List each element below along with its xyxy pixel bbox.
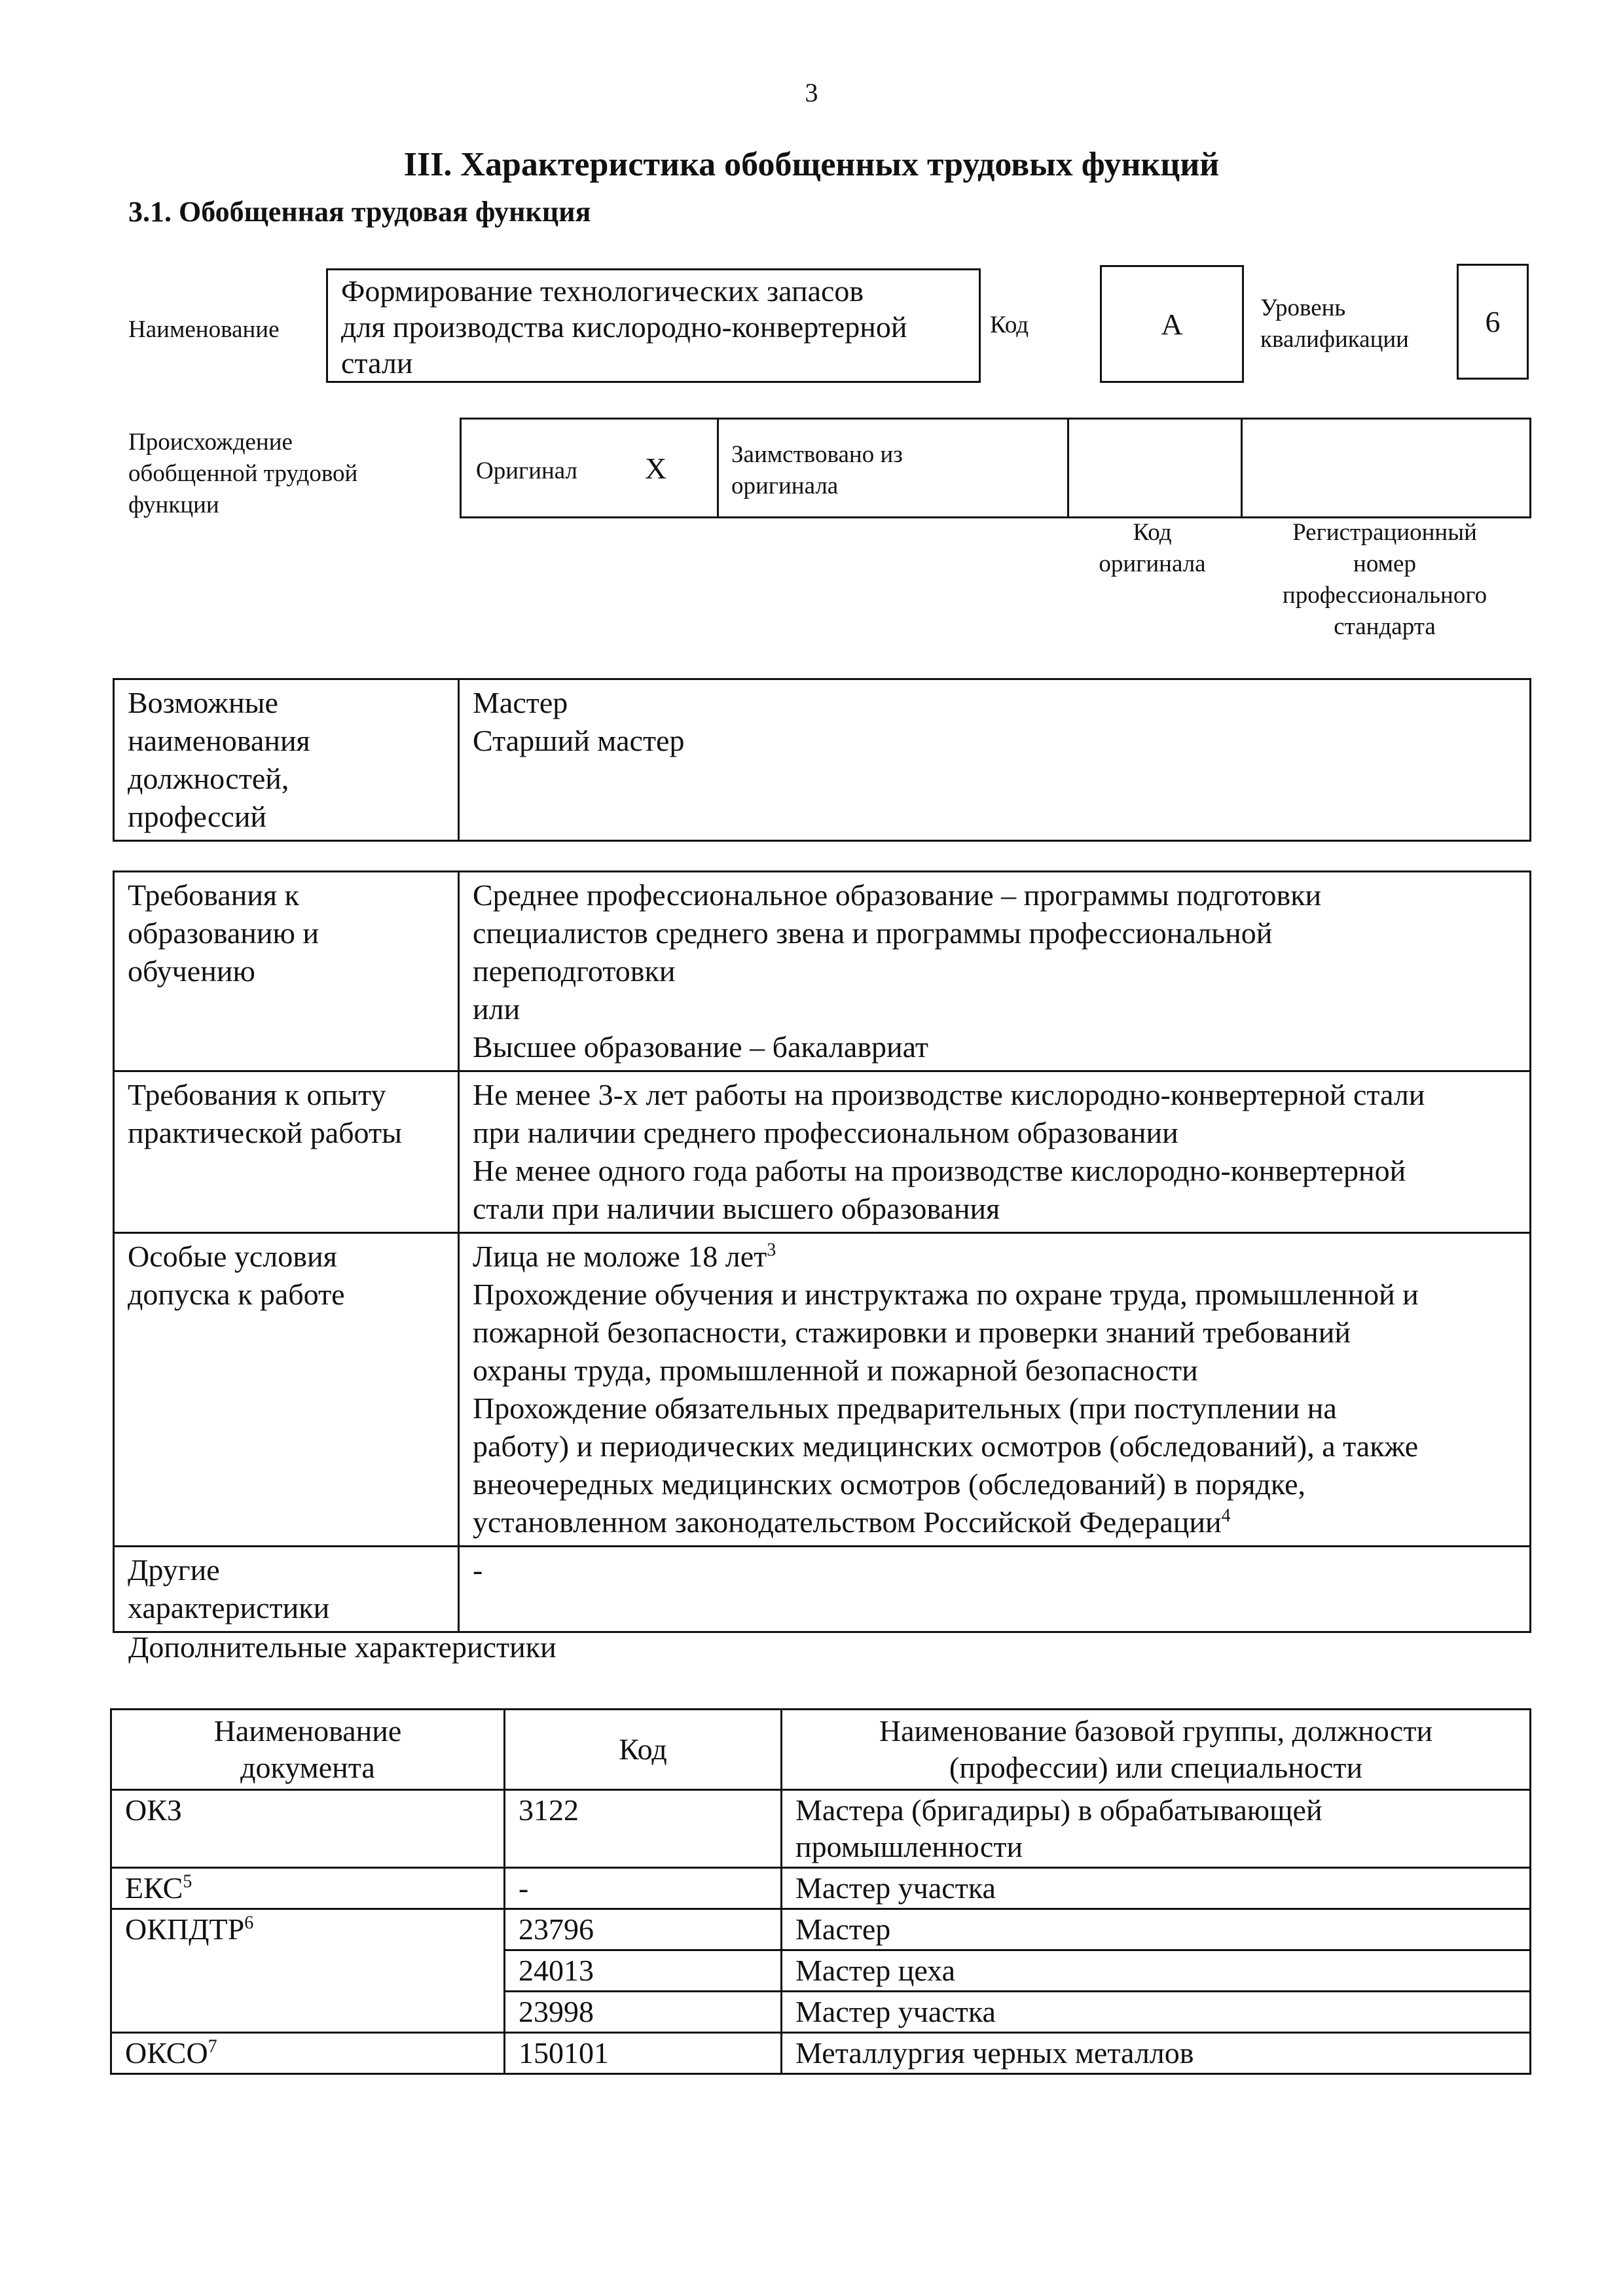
table-row (114, 1233, 1531, 1547)
function-name-line: для производства кислородно-конвертерной (341, 310, 907, 344)
table-row (114, 1071, 1531, 1233)
cell-text: ЕКС (125, 1871, 183, 1905)
cell-line: Прохождение обучения и инструктажа по охране труда, промышленной и (473, 1278, 1419, 1311)
cell-line: охраны труда, промышленной и пожарной безопасности (473, 1354, 1198, 1387)
caption-line: стандарта (1334, 613, 1436, 640)
level-value-box: 6 (1457, 264, 1529, 380)
code-cell: 150101 (505, 2033, 782, 2074)
requirement-value (459, 1233, 1531, 1547)
cell-line: Прохождение обязательных предварительных (при поступлении на (473, 1391, 1337, 1425)
cell-line: или (473, 992, 520, 1026)
table-header-row (111, 1710, 1531, 1790)
header-line: (профессии) или специальности (949, 1751, 1363, 1784)
cell-line: образованию и (128, 916, 319, 950)
positions-value (459, 679, 1531, 841)
table-row (114, 872, 1531, 1071)
table-row (111, 1909, 1531, 1950)
requirements-table (113, 870, 1531, 1633)
name-cell (782, 1790, 1531, 1868)
doc-cell (111, 1909, 505, 2033)
page-number: 3 (805, 78, 818, 107)
cell-line: Мастер (473, 686, 568, 719)
subsection-title: 3.1. Обобщенная трудовая функция (128, 196, 591, 228)
doc-cell (111, 1790, 505, 1868)
doc-cell (111, 1868, 505, 1909)
function-name-line: стали (341, 346, 413, 380)
origin-divider (1067, 420, 1069, 516)
level-label (1260, 293, 1409, 355)
name-cell: Мастер (782, 1909, 1531, 1950)
origin-label-line: функции (128, 492, 219, 518)
code-cell: 23998 (505, 1992, 782, 2033)
name-cell: Мастер участка (782, 1992, 1531, 2033)
caption-line: оригинала (1099, 550, 1206, 577)
additional-table (110, 1708, 1531, 2075)
section-title: III. Характеристика обобщенных трудовых функций (403, 146, 1220, 183)
cell-line: Не менее 3-х лет работы на производстве кислородно-конвертерной стали (473, 1078, 1425, 1111)
requirement-label (114, 1233, 459, 1547)
footnote-ref: 7 (208, 2036, 217, 2057)
cell-line: Не менее одного года работы на производстве кислородно-конвертерной (473, 1154, 1406, 1187)
code-value-box: A (1100, 265, 1244, 383)
cell-line: Среднее профессиональное образование – программы подготовки (473, 878, 1322, 912)
cell-line: при наличии среднего профессиональном образовании (473, 1116, 1178, 1149)
original-mark: X (645, 452, 667, 485)
cell-line: наименования (128, 724, 310, 757)
requirement-label (114, 872, 459, 1071)
original-code-caption (1074, 517, 1231, 580)
cell-line (473, 1503, 1516, 1541)
caption-line: номер (1353, 550, 1416, 577)
cell-line: Мастера (бригадиры) в обрабатывающей (795, 1793, 1322, 1827)
cell-line: пожарной безопасности, стажировки и проверки знаний требований (473, 1316, 1351, 1349)
requirement-value (459, 872, 1531, 1071)
code-cell: 3122 (505, 1790, 782, 1868)
footnote-ref: 6 (244, 1912, 254, 1933)
name-cell: Металлургия черных металлов (782, 2033, 1531, 2074)
code-cell: 23796 (505, 1909, 782, 1950)
cell-line: характеристики (128, 1591, 330, 1624)
borrowed-label-line: оригинала (731, 473, 839, 499)
name-cell: Мастер цеха (782, 1950, 1531, 1992)
cell-text: Лица не моложе 18 лет (473, 1240, 767, 1273)
cell-line: обучению (128, 954, 255, 988)
cell-line: Другие (128, 1553, 220, 1587)
header-line: Наименование базовой группы, должности (879, 1714, 1433, 1748)
level-label-line: квалификации (1260, 326, 1409, 353)
caption-line: Регистрационный (1292, 519, 1477, 546)
table-row (111, 1790, 1531, 1868)
cell-line: - (473, 1553, 483, 1587)
additional-title: Дополнительные характеристики (128, 1630, 556, 1664)
name-label: Наименование (128, 316, 280, 343)
cell-text: ОКПДТР (125, 1912, 245, 1946)
cell-line: работу) и периодических медицинских осмотров (обследований), а также (473, 1429, 1419, 1463)
cell-line: должностей, (128, 762, 289, 795)
cell-line: Требования к опыту (128, 1078, 386, 1111)
doc-cell (111, 2033, 505, 2074)
caption-line: профессионального (1282, 582, 1487, 609)
header-code: Код (505, 1710, 782, 1790)
origin-divider (1241, 420, 1243, 516)
footnote-ref: 5 (183, 1871, 192, 1892)
cell-line: промышленности (795, 1830, 1023, 1863)
function-name-box (326, 268, 981, 383)
cell-text: ОКЗ (125, 1793, 182, 1827)
requirement-label (114, 1547, 459, 1632)
origin-divider (717, 420, 719, 516)
cell-line (473, 1238, 1516, 1276)
cell-line: стали при наличии высшего образования (473, 1192, 1000, 1225)
cell-line: практической работы (128, 1116, 402, 1149)
header-name (782, 1710, 1531, 1790)
origin-label-line: Происхождение (128, 429, 293, 456)
header-line: документа (240, 1751, 375, 1784)
cell-line: переподготовки (473, 954, 676, 988)
table-row (114, 679, 1531, 841)
cell-line: Возможные (128, 686, 278, 719)
cell-line: Высшее образование – бакалавриат (473, 1030, 928, 1064)
code-cell: 24013 (505, 1950, 782, 1992)
cell-line: внеочередных медицинских осмотров (обследований) в порядке, (473, 1467, 1306, 1501)
cell-text: установленном законодательством Российской Федерации (473, 1505, 1222, 1539)
cell-line: допуска к работе (128, 1278, 345, 1311)
caption-line: Код (1133, 519, 1172, 546)
cell-line: Старший мастер (473, 724, 685, 757)
level-label-line: Уровень (1260, 295, 1346, 321)
function-name-line: Формирование технологических запасов (341, 274, 864, 308)
code-label: Код (990, 312, 1029, 338)
origin-table (460, 418, 1531, 518)
positions-label (114, 679, 459, 841)
table-row (111, 2033, 1531, 2074)
borrowed-label-line: Заимствовано из (731, 441, 903, 468)
footnote-ref: 4 (1221, 1505, 1231, 1526)
requirement-label (114, 1071, 459, 1233)
table-row (111, 1868, 1531, 1909)
requirement-value (459, 1547, 1531, 1632)
cell-line: специалистов среднего звена и программы профессиональной (473, 916, 1273, 950)
footnote-ref: 3 (767, 1240, 776, 1261)
reg-number-caption (1237, 517, 1532, 643)
cell-text: ОКСО (125, 2036, 208, 2070)
header-doc (111, 1710, 505, 1790)
cell-line: профессий (128, 800, 267, 833)
table-row (114, 1547, 1531, 1632)
header-line: Наименование (213, 1714, 402, 1748)
name-cell: Мастер участка (782, 1868, 1531, 1909)
positions-table (113, 678, 1531, 842)
code-cell: - (505, 1868, 782, 1909)
requirement-value (459, 1071, 1531, 1233)
origin-label-line: обобщенной трудовой (128, 460, 358, 487)
original-label: Оригинал (476, 457, 578, 484)
origin-label (128, 427, 357, 521)
borrowed-label (731, 439, 903, 502)
cell-line: Требования к (128, 878, 299, 912)
cell-line: Особые условия (128, 1240, 337, 1273)
